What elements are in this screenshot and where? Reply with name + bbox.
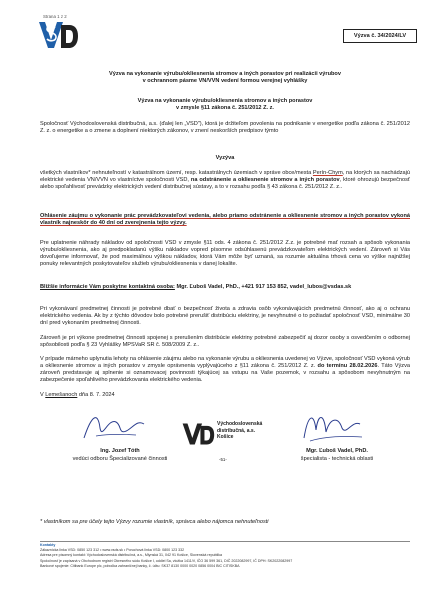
stamp-number: -51- xyxy=(219,457,227,462)
reference-number: Výzva č. 34/2024/LV xyxy=(343,29,417,43)
signatory-left-role: vedúci odboru Špecializované činnosti xyxy=(72,456,168,462)
footer-hotlines: Zákaznícka linka VSD: 0850 123 312 • www.vsds.sk • Poruchová linka VSD: 0800 123 332 xyxy=(40,548,185,553)
footer xyxy=(40,543,410,569)
deadline-date: do termínu 28.02.2026 xyxy=(317,363,378,370)
footnote: * vlastníkom sa pre účely tejto Výzvy rozumie vlastník, správca alebo nájomca nehnuteľnosti xyxy=(40,519,269,525)
place-name: Lemešanoch xyxy=(45,392,78,398)
page-number: Strana 1 z 2 xyxy=(43,14,67,19)
heading-vyzyva: Vyzýva xyxy=(215,155,235,161)
safety-paragraph: Pri vykonávaní predmetnej činnosti je potrebné dbať o bezpečnosť života a zdravia osôb vykonávajúcich predmetnú činnosť, ako aj o ochranu elektrického vedenia. Ak by z týchto dôvodov bolo potrebné prerušiť distribúciu elektriny, je nevyhnutné o to požiadať spoločnosť VSD, minimálne 30 dní pred vykonaním predmetnej činnosti. xyxy=(40,306,410,327)
company-stamp xyxy=(181,418,269,466)
municipality-name: Perín-Chym xyxy=(312,170,343,176)
signature-left-icon xyxy=(78,408,148,446)
compensation-paragraph: Pre uplatnenie náhrady nákladov od spoločnosti VSD v zmysle §11 ods. 4 zákona č. 251/2012 Z.z. je potrebné mať rozsah a spôsob vykonania výrubu/okliesnenia, ako aj predpokladanú výšku nákladov vopred písomne odsúhlasenú prevádzkovateľom elektrických vedení. Zároveň si Vás dovoľujeme informovať, že pod maximálnou výškou nákladov, ktorá Vám môže byť uznaná, sa rozumie aktuálna trhová cena vo výške najnižšej ponuky relevantných poskytovateľov služieb výrubu/okliesnenia v danej lokalite. xyxy=(40,240,410,268)
signatory-right-role: špecialista - technická oblasti xyxy=(300,456,374,462)
title-primary: Výzva na vykonanie výrubu/okliesnenia stromov a iných porastov pri realizácii výrubov v ochrannom pásme VN/VVN vedení formou verejnej vyhlášky xyxy=(109,71,341,85)
footer-address: Adresa pre písomný kontakt: Východoslovenská distribučná, a.s., Mlynská 31, 042 91 Košice, Slovenská republika xyxy=(40,553,222,558)
signatory-right-name: Mgr. Ľuboš Vadel, PhD. xyxy=(306,448,368,454)
footer-bank: Bankové spojenie: Citibank Europe plc, pobočka zahraničnej banky, č. účtu: SK37 8130 0000 0020 0856 0004 BIC CITISKBA xyxy=(40,563,240,568)
vsd-logo-icon xyxy=(37,18,79,52)
supervision-paragraph: Zároveň je pri výkone predmetnej činnosti spojenej s prerušením distribúcie elektriny potrebné zabezpečiť aj dozor osoby s osvedčením o odbornej spôsobilosti podľa § 23 Vyhlášky MPSVaR SR č. 508/2009 Z. z.. xyxy=(40,335,410,349)
footer-registry: Spoločnosť je zapísaná v Obchodnom registri Okresného súdu Košice I, oddiel Sa, vložka 1411/V, IČO 36 599 361, DIČ 2022082997, IČ DPH: SK2022082997 xyxy=(40,558,293,563)
footer-divider xyxy=(40,541,410,542)
signature-right-icon xyxy=(296,406,368,446)
contact-info xyxy=(40,284,410,291)
contact-value: Mgr. Ľuboš Vadel, PhD., +421 917 153 852, vadel_lubos@vsdas.sk xyxy=(174,284,352,290)
stamp-logo-icon xyxy=(181,420,215,448)
deadline-notice: Ohlásenie záujmu o vykonanie prác prevádzkovateľovi vedenia, alebo priamo odstránenie a okliesnenie stromov a iných porastov vykoná vlastník najneskôr do 40 dní od zverejnenia tejto výzvy. xyxy=(40,213,410,227)
place-date: V Lemešanoch dňa 8. 7. 2024 xyxy=(40,392,115,398)
title-secondary: Výzva na vykonanie výrubu/okliesnenia stromov a iných porastov v zmysle §11 zákona č. 251/2012 Z. z. xyxy=(137,98,313,112)
footer-heading: Kontakty xyxy=(40,543,56,547)
expiry-paragraph: V prípade márneho uplynutia lehoty na ohlásenie záujmu alebo na vykonanie výrubu a okliesnenia uvedenej vo Výzve, spoločnosť VSD vykoná výrub a okliesnenie stromov a iných porastov v zmysle oprávnenia vyplývajúceho z §11 zákona č. 251/2012 Z. z. do termínu 28.02.2026. Táto Výzva zároveň predstavuje aj splnenie si oznamovacej povinnosti týkajúcej sa vstupu na Vaše pozemok, v rozsahu a spôsobom nevyhnutným na zabezpečenie spoľahlivého prevádzkovania elektrického vedenia. xyxy=(40,356,410,384)
stamp-text: Východoslovenská distribučná, a.s. Košice xyxy=(217,421,263,441)
intro-paragraph: Spoločnosť Východoslovenská distribučná, a.s. (ďalej len „VSD"), ktorá je držiteľom povolenia na podnikanie v energetike podľa zákona č. 251/2012 Z. z. o energetike a o zmene a doplnení niektorých zákonov, v znení neskorších predpisov týmto xyxy=(40,121,410,135)
contact-label: Bližšie informácie Vám poskytne kontaktná osoba: xyxy=(40,284,175,290)
owners-paragraph: všetkých vlastníkov* nehnuteľností v katastrálnom území, resp. katastrálnych územiach v správe obce/mesta Perín-Chym, na ktorých sa nachádzajú elektrické vedenia VN/VVN vo vlastníctve spoločnosti VSD, na odstránenie a okliesnenie stromov a iných porastov, ktoré ohrozujú bezpečnosť alebo spoľahlivosť prevádzky elektrických vedení distribučnej sústavy, a to v rozsahu podľa § 43 zákona č. 251/2012 Z. z.. xyxy=(40,170,411,191)
signatory-left-name: Ing. Jozef Tóth xyxy=(100,448,140,454)
